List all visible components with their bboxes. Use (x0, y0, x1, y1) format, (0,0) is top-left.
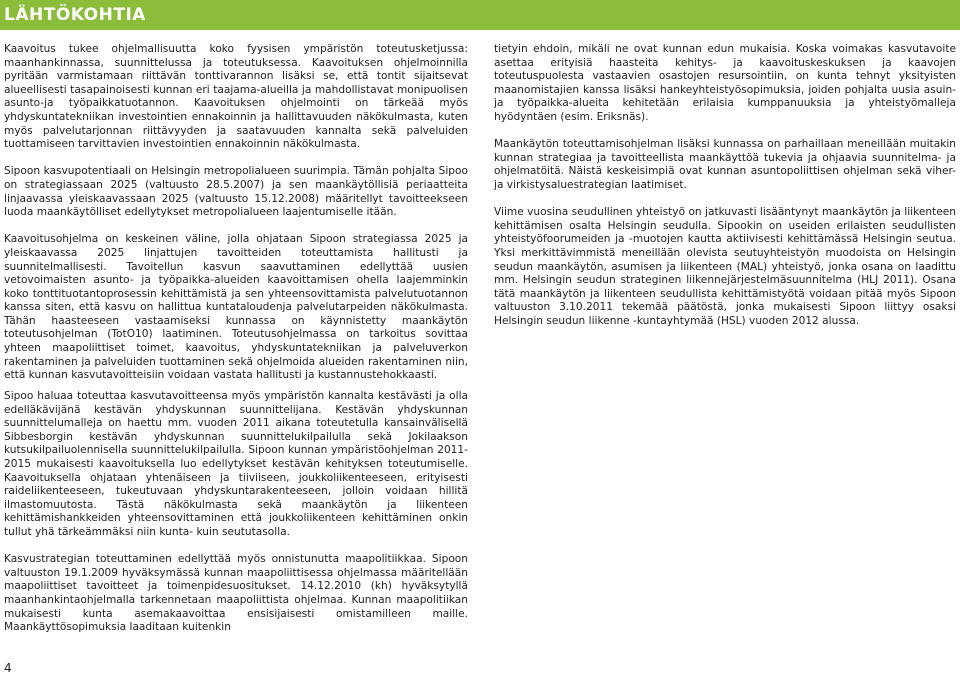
page-title: LÄHTÖKOHTIA (4, 5, 146, 25)
right-column (494, 43, 956, 328)
paragraph: Kasvustrategian toteuttaminen edellyttää myös onnistunutta maapolitiikkaa. Sipoon valtuuston 19.1.2009 hyväksymässä kunnan maapoliittisessa ohjelmassa määritellään maapoliittiset tavoitteet ja toimenpidesuositukset. 14.12.2010 (kh) hyväksytyllä maanhankintaohjelmalla tarkennetaan maapoliittista ohjelmaa. Kunnan maapolitiikan mukaisesti kunta asemakaavoittaa ensisijaisesti omistamilleen maille. Maankäyttösopimuksia laaditaan kuitenkin (4, 553, 468, 634)
paragraph: Sipoon kasvupotentiaali on Helsingin metropolialueen suurimpia. Tämän pohjalta Sipoo on strategiassaan 2025 (valtuusto 28.5.2007) ja sen maankäytöllisiä periaatteita linjaavassa yleiskaavassaan 2025 (valtuusto 15.12.2008) määritellyt tavoitteekseen luoda maankäytölliset edellytykset metropolialueen laajentumiselle itään. (4, 165, 468, 219)
paragraph: Sipoo haluaa toteuttaa kasvutavoitteensa myös ympäristön kannalta kestävästi ja olla edelläkävijänä kestävän yhdyskunnan suunnittelijana. Kestävän yhdyskunnan suunnittelumalleja on haettu mm. vuoden 2011 aikana toteutetulla kansainvälisellä Sibbesborgin kestävän yhdyskunnan suunnittelukilpailulla sekä Jokilaakson kutsukilpailuolennisella suunnittelukilpailulla. Sipoon kunnan ympäristöohjelman 2011-2015 mukaisesti kaavoituksella luo edellytykset kestävän kehityksen toteutumiselle. Kaavoituksella ohjataan yhtenäiseen ja tiiviiseen, joukkoliikenteeseen, erityisesti raideliikenteeseen, tukeutuvaan yhdyskuntarakenteeseen, jolloin voidaan hillitä ilmastomuutosta. Tästä näkökulmasta sekä maankäytön ja liikenteen kehittämishankkeiden yhteensovittaminen että joukkoliikenteen kehittäminen onkin tullut yhä tärkeämmäksi niin kunta- kuin seututasolla. (4, 390, 468, 538)
paragraph: Maankäytön toteuttamisohjelman lisäksi kunnassa on parhaillaan meneillään muitakin kunnan strategiaa ja tavoitteellista maankäyttöä tukevia ja ohjaavia suunnitelma- ja ohjelmatöitä. Näistä keskeisimpiä ovat kunnan asuntopoliittisen ohjelman sekä viher- ja virkistysaluestrategian laatimiset. (494, 138, 956, 191)
paragraph: Viime vuosina seudullinen yhteistyö on jatkuvasti lisääntynyt maankäytön ja liikenteen kehittämisen osalta Helsingin seudulla. Sipookin on useiden erilaisten seudullisten yhteistyöfoorumeiden ja -muotojen kautta aktiivisesti kehittämässä Helsingin seutua. Yksi merkittävimmistä meneillään olevista seutuyhteistyön muodoista on Helsingin seudun maankäytön, asumisen ja liikenteen (MAL) yhteistyö, jonka osana on laadittu mm. Helsingin seudun strateginen liikennejärjestelmäsuunnitelma (HLJ 2011). Osana tätä maankäytön ja liikenteen seudullista kehittämistyötä voidaan pitää myös Sipoon valtuuston 3.10.2011 tekemää päätöstä, jonka mukaisesti Sipoon liittyy osaksi Helsingin seudun liikenne -kuntayhtymää (HSL) vuoden 2012 alussa. (494, 206, 956, 327)
page-number: 4 (4, 661, 12, 675)
paragraph: tietyin ehdoin, mikäli ne ovat kunnan edun mukaisia. Koska voimakas kasvutavoite asettaa erityisiä haasteita kehitys- ja kaavoituskeskuksen ja kaavojen toteutuspuolesta vastaavien osastojen resursointiin, on kunta tehnyt yksityisten maanomistajien kanssa lisäksi hankeyhteistyösopimuksia, joiden pohjalta uusia asuin- ja työpaikka-alueita kehitetään erilaisia kumppanuuksia ja yhteistyömalleja hyödyntäen (esim. Eriksnäs). (494, 43, 956, 123)
paragraph: Kaavoitusohjelma on keskeinen väline, jolla ohjataan Sipoon strategiassa 2025 ja yleiskaavassa 2025 linjattujen tavoitteiden toteuttamista hallitusti ja suunnitelmallisesti. Tavoitellun kasvun saavuttaminen edellyttää uusien vetovoimaisten asunto- ja työpaikka-alueiden kaavoittamisen ohella laajemminkin koko tonttituotantoprosessin kehittämistä ja sen yhteensovittamista palvelutuotannon kanssa siten, että kasvu on hallittua kuntataloudenja palvelutarpeiden näkökulmasta. Tähän haasteeseen vastaamiseksi kunnassa on käynnistetty maankäytön toteutusohjelman (TotO10) laatiminen. Toteutusohjelmassa on tarkoitus sovittaa yhteen maapoliittiset toimet, kaavoitus, yhdyskuntatekniikan ja palveluverkon rakentaminen ja palveluiden tuottaminen sekä ohjelmoida alueiden rakentaminen niin, että kunnan kasvutavoitteisiin voidaan vastata hallitusti ja kustannustehokkaasti. (4, 233, 468, 382)
paragraph: Kaavoitus tukee ohjelmallisuutta koko fyysisen ympäristön toteutusketjussa: maanhankinnassa, suunnittelussa ja toteutuksessa. Kaavoituksen ohjelmoinnilla pyritään varmistamaan riittävän tonttivarannon lisäksi se, että tontit sijaitsevat alueellisesti tasapainoisesti kunnan eri taajama-alueilla ja mahdollistavat monipuolisen asunto-ja työpaikkatuotannon. Kaavoituksen ohjelmointi on tärkeää myös yhdyskuntatekniikan investointien ennakoinnin ja hallittavuuden näkökulmasta, kuten myös palvelutarjonnan riittävyyden ja saatavuuden kannalta sekä palveluiden tuottamiseen tarvittavien investointien ennakoinnin näkökulmasta. (4, 43, 468, 151)
section-header-bar (0, 0, 960, 30)
left-column (4, 43, 468, 383)
bottom-left-column (4, 390, 468, 635)
